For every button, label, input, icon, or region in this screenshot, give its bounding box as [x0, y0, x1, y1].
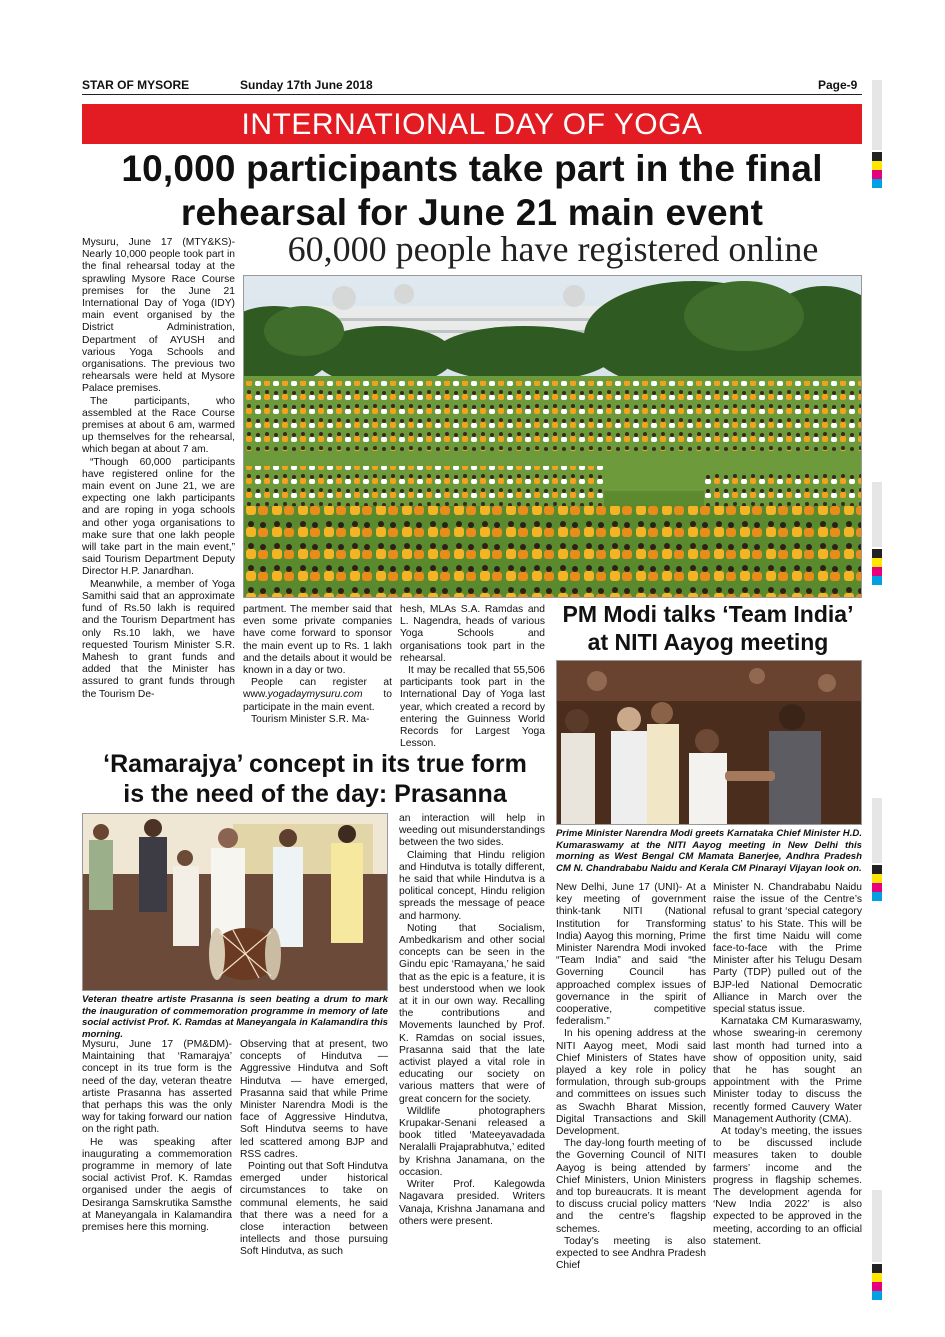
lead-headline [82, 147, 862, 235]
lead-column-1 [82, 237, 235, 701]
ramarajya-headline-line2: is the need of the day: Prasanna [123, 780, 507, 808]
drum-ceremony-illustration [83, 814, 388, 991]
ramarajya-photo-caption: Veteran theatre artiste Prasanna is seen beating a drum to mark the inauguration of commemoration programme in memory of late social activist Prof. K. Ramdas at Maneyangala in Kalamandira this morning. [82, 994, 388, 1040]
reg-bar-gray-4 [872, 1190, 882, 1262]
lead-para [243, 677, 392, 714]
ramarajya-para: an interaction will help in weeding out misunderstandings between the two sides. [399, 813, 545, 849]
lead-column-2 [243, 604, 392, 726]
reg-bar-gray-3 [872, 798, 882, 863]
reg-magenta-3 [872, 883, 882, 892]
reg-yellow-3 [872, 874, 882, 883]
reg-cyan [872, 179, 882, 188]
reg-black [872, 152, 882, 161]
section-banner: INTERNATIONAL DAY OF YOGA [82, 104, 862, 144]
modi-para: New Delhi, June 17 (UNI)- At a key meeting of government think-tank NITI (National Institution for Transforming India) Aayog this morning, Prime Minister Narendra Modi invoked “Team India” and said “the Governing Council has approached complex issues of governance in the spirit of cooperative, competitive federalism.” [556, 882, 706, 1028]
header-rule [82, 94, 862, 95]
issue-date: Sunday 17th June 2018 [240, 78, 373, 92]
register-text: People can register at www. [243, 677, 392, 701]
reg-bar-gray-2 [872, 482, 882, 547]
reg-yellow-4 [872, 1273, 882, 1282]
lead-para: The participants, who assembled at the Race Course premises at about 6 am, warmed up themselves for the rehearsal, which began at about 7 am. [82, 395, 235, 456]
ramarajya-para: Writer Prof. Kalegowda Nagavara presided. Writers Vanaja, Krishna Janamana and others were present. [399, 1179, 545, 1227]
lead-para: It may be recalled that 55,506 participants took part in the International Day of Yoga last year, which created a record by entering the Guinness World Records for Largest Yoga Lesson. [400, 665, 545, 750]
modi-para: Today’s meeting is also expected to see Andhra Pradesh Chief [556, 1235, 706, 1272]
ramarajya-column-2 [240, 1039, 388, 1259]
modi-column-2 [713, 882, 862, 1248]
ramarajya-para: He was speaking after inaugurating a commemoration programme in memory of late social activist Prof. K. Ramdas organised under the aegis of Desiranga Samskrutika Samsthe at Maneyangala in Kalamandira premises here this morning. [82, 1136, 232, 1234]
reg-cyan-4 [872, 1291, 882, 1300]
ramarajya-para: Wildlife photographers Krupakar-Senani released a book titled ‘Mateeyavadada Neralalli Prajaprabhutva,’ edited by Krishna Janamana, on the occasion. [399, 1105, 545, 1178]
modi-headline-line2: at NITI Aayog meeting [587, 629, 829, 655]
yoga-rehearsal-photo [243, 275, 862, 598]
ramarajya-headline-line1: ‘Ramarajya’ concept in its true form [103, 750, 527, 778]
ramarajya-column-1 [82, 1039, 232, 1234]
reg-black-2 [872, 549, 882, 558]
reg-cyan-2 [872, 576, 882, 585]
ramarajya-para: Mysuru, June 17 (PM&DM)- Maintaining that ‘Ramarajya’ concept in its true form is the need of the day, veteran theatre artiste Prasanna has asserted that perhaps this was the only way for taking forward our nation on the right path. [82, 1039, 232, 1136]
modi-headline-line1: PM Modi talks ‘Team India’ [562, 601, 854, 627]
modi-para: The day-long fourth meeting of the Governing Council of NITI Aayog is being attended by Chief Ministers, Union Ministers and top bureaucrats. It is meant to discuss crucial policy matters and the centre’s flagship schemes. [556, 1138, 706, 1235]
lead-column-3 [400, 604, 545, 750]
lead-para: Tourism Minister S.R. Ma- [251, 713, 370, 725]
modi-para: Minister N. Chandrababu Naidu raise the issue of the Centre’s refusal to grant ‘special category status’ to his State. This will be the first time Naidu will come face-to-face with the Prime Minister after his Telugu Desam Party (TDP) pulled out of the BJP-led National Democratic Alliance in March over the special status issue. [713, 882, 862, 1016]
ramarajya-headline [82, 749, 548, 809]
yoga-crowd-illustration [244, 276, 862, 598]
reg-black-3 [872, 865, 882, 874]
ramarajya-para: Claiming that Hindu religion and Hindutva is totally different, he said that while Hindutva is a political concept, Hindu religion spreads the message of peace and harmony. [399, 849, 545, 922]
handshake-illustration [557, 661, 862, 825]
reg-magenta-2 [872, 567, 882, 576]
modi-para: In his opening address at the NITI Aayog meet, Modi said Chief Ministers of States have played a key role in policy formulation, through sub-groups and committees on issues such as Swachh Bharat Mission, Digital Transactions and Skill Development. [556, 1028, 706, 1138]
lead-para: “Though 60,000 participants have registered online for the main event on June 21, we are expecting one lakh participants and are roping in yoga schools and other yoga organisations to make sure that one lakh people will take part in the main event,” said Tourism Department Deputy Director H.P. Janardhan. [82, 456, 235, 578]
reg-cyan-3 [872, 892, 882, 901]
lead-para: partment. The member said that even some private companies have come forward to sponsor the main event up to Rs. 1 lakh and the details about it would be known in a day or two. [243, 604, 392, 677]
prasanna-drum-photo [82, 813, 388, 991]
reg-magenta [872, 170, 882, 179]
page-number: Page-9 [818, 78, 858, 92]
lead-para: hesh, MLAs S.A. Ramdas and L. Nagendra, heads of various Yoga Schools and organisations took part in the rehearsal. [400, 604, 545, 664]
reg-bar-gray [872, 80, 882, 150]
lead-subhead: 60,000 people have registered online [287, 229, 819, 269]
paper-name: STAR OF MYSORE [82, 78, 190, 92]
ramarajya-para: Pointing out that Soft Hindutva emerged under historical circumstances to take on communal elements, he said that there was a need for a close interaction between intellects and those pursuing Soft Hindutva, as such [240, 1161, 388, 1258]
lead-headline-line2: rehearsal for June 21 main event [180, 192, 764, 233]
reg-black-4 [872, 1264, 882, 1273]
modi-para: At today’s meeting, the issues to be discussed include measures taken to double farmers’ income and the progress in flagship schemes. The development agenda for ‘New India 2022’ is also expected to be approved in the meeting, according to an official statement. [713, 1126, 862, 1247]
reg-yellow [872, 161, 882, 170]
niti-aayog-photo [556, 660, 862, 825]
modi-photo-caption: Prime Minister Narendra Modi greets Karnataka Chief Minister H.D. Kumaraswamy at the NITI Aayog meeting in New Delhi this morning as West Bengal CM Mamata Banerjee, Andhra Pradesh CM N. Chandrababu Naidu and Kerala CM Pinarayi Vijayan look on. [556, 828, 862, 874]
reg-magenta-4 [872, 1282, 882, 1291]
register-text-end: to participate in the main event. [243, 689, 392, 713]
modi-column-1 [556, 882, 706, 1273]
ramarajya-para: Observing that at present, two concepts of Hindutva — Aggressive Hindutva and Soft Hindutva — have emerged, Prasanna said that while Prime Minister Narendra Modi is the face of Aggressive Hindutva, Soft Hindutva seems to have led scattered among BJP and RSS cadres. [240, 1039, 388, 1160]
modi-headline [552, 600, 864, 656]
lead-para: Meanwhile, a member of Yoga Samithi said that an approximate fund of Rs.50 lakh is required and the Tourism Department has only Rs.10 lakh, we have requested Tourism Minister S.R. Mahesh to grant funds and added that the Minister has assured to grant funds through the Tourism De- [82, 578, 235, 700]
modi-para: Karnataka CM Kumaraswamy, whose swearing-in ceremony last month had turned into a show of opposition unity, said that he has sought an appointment with the Prime Minister today to discuss the recently formed Cauvery Water Management Authority (CMA). [713, 1016, 862, 1125]
lead-para: Mysuru, June 17 (MTY&KS)- Nearly 10,000 people took part in the final rehearsal today at the sprawling Mysore Race Course premises for the June 21 International Day of Yoga (IDY) main event organised by the District Administration, Department of AYUSH and various Yoga Schools and organisations. The previous two rehearsals were held at Mysore Palace premises. [82, 237, 235, 395]
ramarajya-column-3 [399, 813, 545, 1228]
reg-yellow-2 [872, 558, 882, 567]
ramarajya-para: Noting that Socialism, Ambedkarism and other social concepts can be seen in the Gindu epic ‘Ramayana,’ he said that as the epic is a feature, it is best understood when we look at it in our own way. Recalling the contributions and Movements launched by Prof. K. Ramdas on social issues, Prasanna said that the late activist played a vital role in educating our society on various matters that were of great concern for the society. [399, 922, 545, 1105]
lead-headline-line1: 10,000 participants take part in the final [121, 148, 823, 189]
register-link[interactable]: yogadaymysuru.com [267, 689, 363, 701]
